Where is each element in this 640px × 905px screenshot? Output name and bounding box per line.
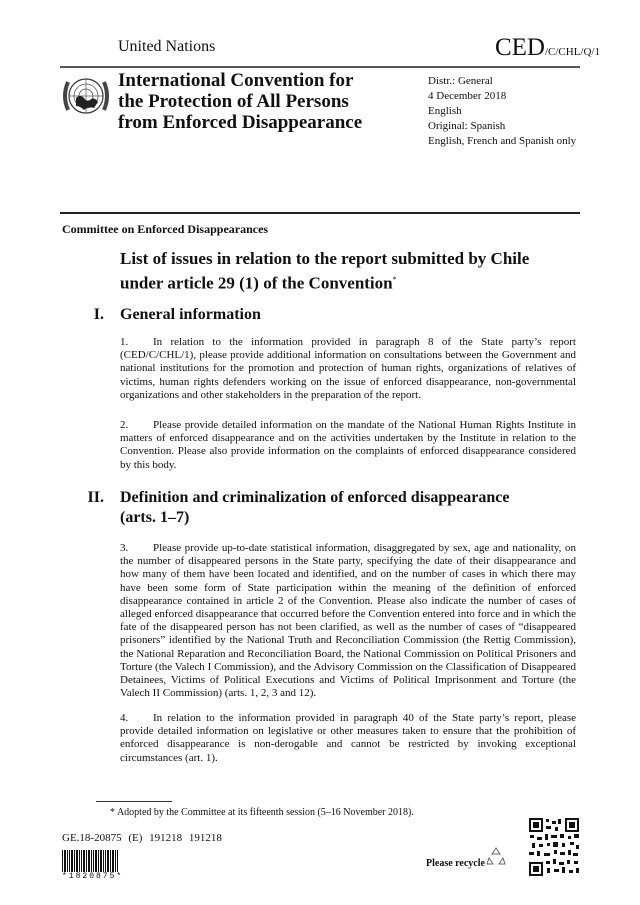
footnote: * Adopted by the Committee at its fifteenth session (5–16 November 2018). [110,807,414,818]
committee-name: Committee on Enforced Disappearances [62,222,269,236]
document-title [120,248,560,294]
symbol-suffix: /C/CHL/Q/1 [544,46,600,58]
paragraph-text: In relation to the information provided in paragraph 8 of the State party’s report (CED/C/CHL/1), please provide additional information on consultations between the Government and national institutions for the promotion and protection of human rights, organizations of relatives of victims, human rights defenders working on the issue of enforced disappearance, non-governmental organizations and other stakeholders in the preparation of the report. [120,336,576,401]
paragraph-text: Please provide up-to-date statistical information, disaggregated by sex, age and nationality, on the number of disappeared persons in the State party, specifying the date of their disappearance and how many of them have been located and identified, and on the number of cases in which there may have been some form of State participation within the meaning of the definition of enforced disappearance contained in article 2 of the Convention. Please also indicate the number of cases of alleged enforced disappearance that occurred before the Convention entered into force and in which the fate of the disappeared person has not been clarified, as well as the number of cases of “disappeared prisoners” identified by the National Truth and Reconciliation Commission (the Rettig Commission), the National Reparation and Reconciliation Board, the National Commission on Political Prisoners and Torture (the Valech I Commission), and the Advisory Commission on the Classification of Disappeared Detainees, Victims of Political Executions and Victims of Political Imprisonment and Torture (the Valech II Commission) (arts. 1, 2, 3 and 12). [120,542,576,700]
section-heading-1 [0,305,640,325]
barcode-number: *1820875* [62,872,124,881]
original-language-line: Original: Spanish [428,120,506,132]
paragraph-number: 3. [120,542,129,554]
paragraph-1 [120,336,576,402]
paragraph-4 [120,712,576,765]
paragraph-number: 4. [120,712,129,724]
section-heading-2 [0,488,640,530]
paragraph-number: 2. [120,419,129,431]
language-line: English [428,105,462,117]
convention-title-line: from Enforced Disappearance [118,112,363,133]
section-title: General information [120,306,261,323]
section-number: I. [93,306,104,323]
document-title-line [120,269,560,294]
un-emblem-icon [60,70,112,122]
convention-title-line: the Protection of All Persons [118,91,349,112]
paragraph-3 [120,542,576,700]
footnote-rule [96,801,172,802]
section-rule [60,212,580,214]
document-title-text: under article 29 (1) of the Convention [120,273,393,293]
section-title-line: (arts. 1–7) [120,509,190,526]
section-title-line: Definition and criminalization of enforced disappearance [120,489,510,506]
languages-available-line: English, French and Spanish only [428,135,577,147]
distribution-line: Distr.: General [428,75,493,87]
organization-name: United Nations [118,38,216,55]
job-code: GE.18-20875 (E) 191218 191218 [62,832,222,844]
convention-title [118,70,408,133]
paragraph-text: Please provide detailed information on the mandate of the National Human Rights Institute in matters of enforced disappearance and on the activities undertaken by the Institute in relation to the Convention. Please also provide information on the complaints of enforced disappearance considered by this body. [120,419,576,471]
section-number: II. [87,489,104,506]
convention-title-line: International Convention for [118,70,354,91]
paragraph-number: 1. [120,336,129,348]
footnote-marker[interactable]: * [392,275,397,284]
recycle-icon [486,846,506,868]
paragraph-2 [120,419,576,472]
document-symbol [495,34,600,62]
document-title-line: List of issues in relation to the report submitted by Chile [120,249,530,268]
distribution-info [428,74,576,149]
paragraph-text: In relation to the information provided in paragraph 40 of the State party’s report, please provide detailed information on legislative or other measures taken to ensure that the prohibition of enforced disappearance is non-derogable and cannot be restricted by invoking exceptional circumstances (art. 1). [120,712,576,764]
section-title [120,488,540,528]
header-rule [60,66,580,68]
barcode-icon [62,850,118,872]
symbol-main: CED [494,34,545,61]
recycle-label: Please recycle [426,858,485,869]
qr-code-icon[interactable] [528,817,580,877]
date-line: 4 December 2018 [428,90,507,102]
